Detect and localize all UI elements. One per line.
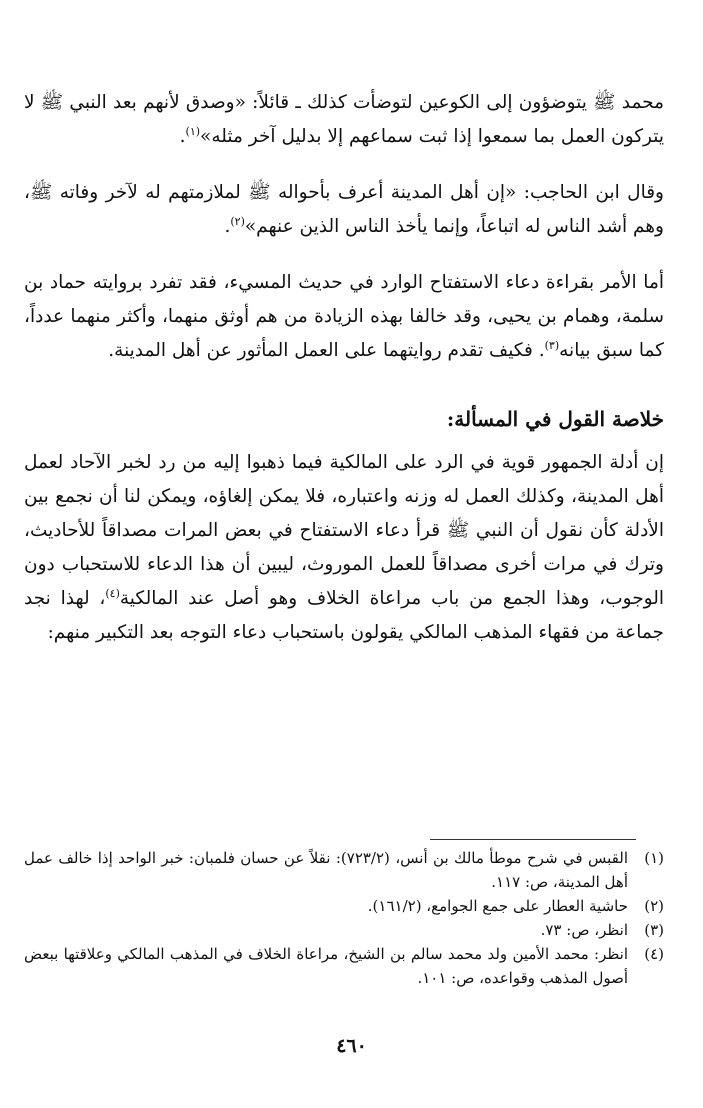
paragraph-4-text-before: إن أدلة الجمهور قوية في الرد على المالكية فيما ذهبوا إليه من رد لخبر الآحاد لعمل أهل المدينة، وكذلك العمل له وزنه واعتباره، فلا يمكن إلغاؤه، ويمكن لنا أن نجمع بين الأدلة كأن نقول أن النبي ﷺ قرأ دعاء الاستفتاح في بعض المرات مصداقاً للأحاديث، وترك في مرات أخرى مصداقاً للعمل الموروث، ليبين أن هذا الدعاء للاستحباب دون الوجوب، وهذا الجمع من باب مراعاة الخلاف وهو أصل عند المالكية <box>24 452 664 609</box>
paragraph-2-text: وقال ابن الحاجب: «إن أهل المدينة أعرف بأحواله ﷺ لملازمتهم له لآخر وفاته ﷺ، وهم أشد الناس له اتباعاً، وإنما يأخذ الناس الذين عنهم» <box>24 182 664 237</box>
footnotes <box>24 846 664 990</box>
paragraph-1 <box>24 86 664 154</box>
footnote-4 <box>24 942 664 990</box>
paragraph-2-end: . <box>224 216 231 237</box>
footnote-number: (٢) <box>644 897 664 915</box>
section-heading: خلاصة القول في المسألة: <box>446 407 664 431</box>
paragraph-4-text-after: ، لهذا نجد جماعة من فقهاء المذهب المالكي يقولون باستحباب دعاء التوجه بعد التكبير منهم: <box>24 588 664 643</box>
footnote-ref-3: (٣) <box>544 338 560 352</box>
paragraph-1-end: . <box>179 126 186 147</box>
footnote-text: انظر، ص: ٧٣. <box>540 921 628 939</box>
footnote-3 <box>24 918 664 942</box>
footnote-text: انظر: محمد الأمين ولد محمد سالم بن الشيخ، مراعاة الخلاف في المذهب المالكي وعلاقتها ببعض أصول المذهب وقواعده، ص: ١٠١. <box>24 945 628 987</box>
paragraph-3 <box>24 266 664 368</box>
footnote-2 <box>24 894 664 918</box>
footnote-1 <box>24 846 664 894</box>
footnote-ref-1: (١) <box>185 124 201 138</box>
main-text <box>24 86 664 650</box>
paragraph-3-text-before: أما الأمر بقراءة دعاء الاستفتاح الوارد في حديث المسيء، فقد تفرد بروايته حماد بن سلمة، وهمام بن يحيى، وقد خالفا بهذه الزيادة من هم أوثق منهما، وأكثر منهما عدداً، كما سبق بيانه <box>24 272 664 361</box>
paragraph-4 <box>24 446 664 650</box>
footnote-separator <box>430 839 636 840</box>
footnote-ref-2: (٢) <box>230 214 245 228</box>
paragraph-1-text: محمد ﷺ يتوضؤون إلى الكوعين لتوضأت كذلك ـ قائلاً: «وصدق لأنهم بعد النبي ﷺ لا يتركون العمل بما سمعوا إذا ثبت سماعهم إلا بدليل آخر مثله» <box>24 92 664 147</box>
footnote-text: حاشية العطار على جمع الجوامع، (١٦١/٢). <box>367 897 628 915</box>
footnote-number: (٣) <box>644 921 664 939</box>
paragraph-2 <box>24 176 664 244</box>
footnote-text: القبس في شرح موطأ مالك بن أنس، (٧٢٣/٢): نقلاً عن حسان فلمبان: خبر الواحد إذا خالف عمل أهل المدينة، ص: ١١٧. <box>24 849 628 891</box>
paragraph-3-text-after: . فكيف تقدم روايتهما على العمل المأثور عن أهل المدينة. <box>108 340 545 361</box>
footnote-number: (١) <box>644 849 664 867</box>
footnote-ref-4: (٤) <box>105 586 120 600</box>
footnote-number: (٤) <box>644 945 664 963</box>
page-number: ٤٦٠ <box>336 1035 367 1057</box>
